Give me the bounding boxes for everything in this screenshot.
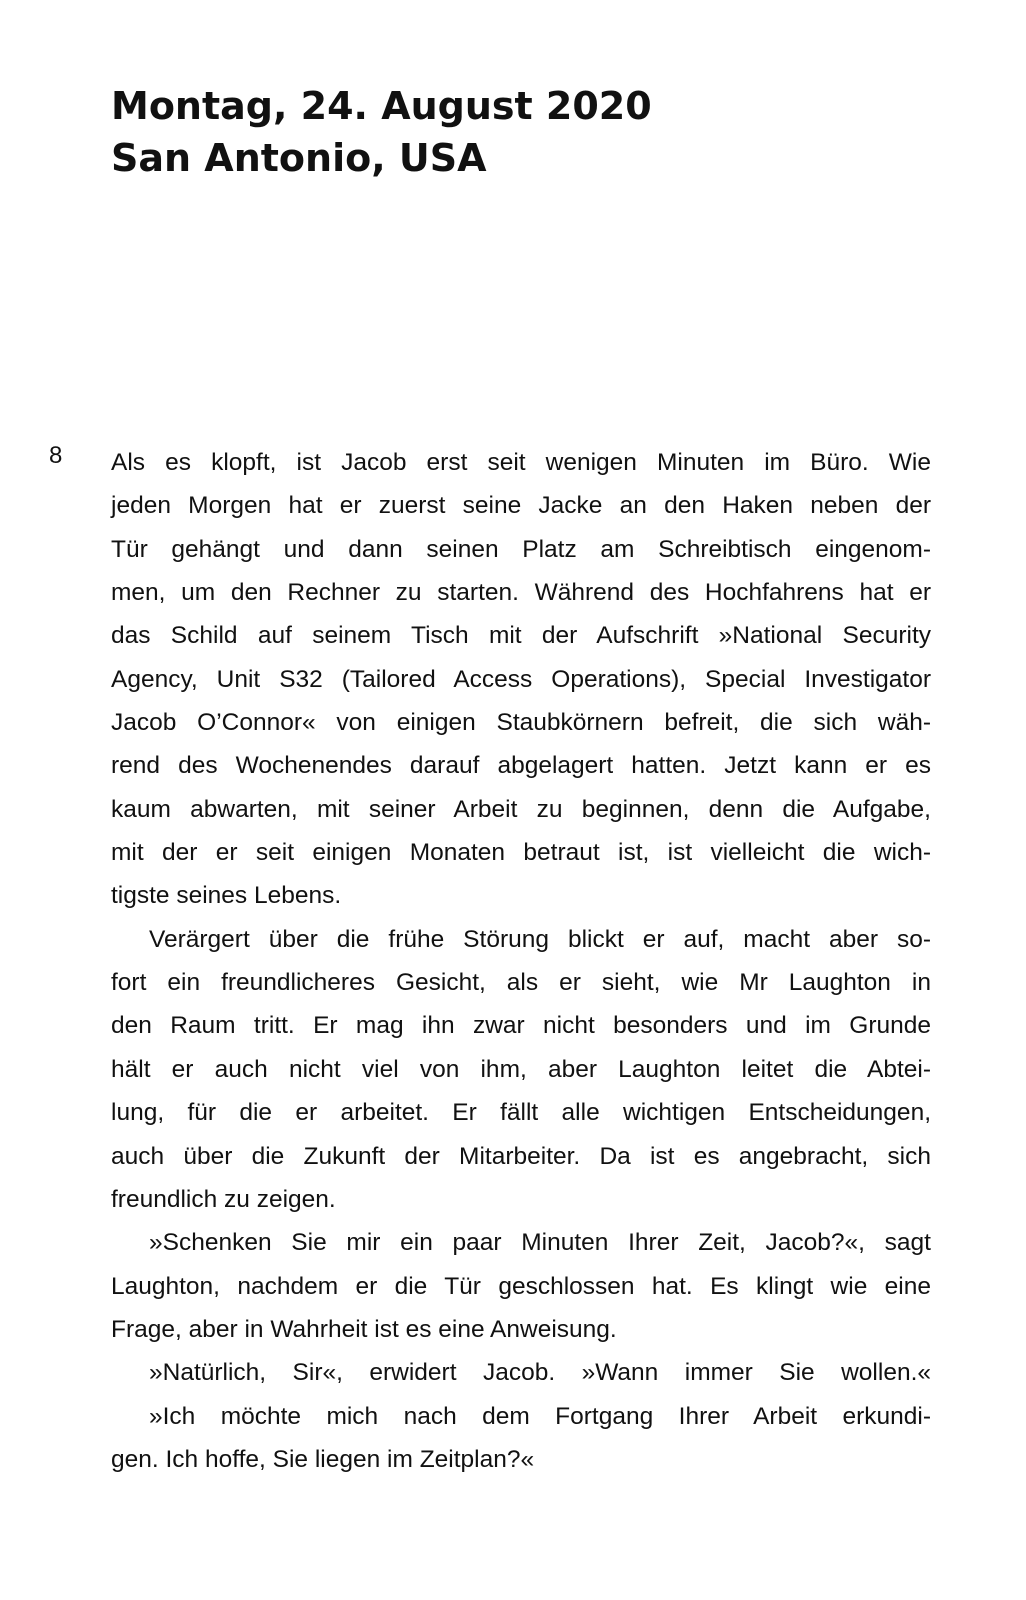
text-line: freundlich zu zeigen.	[111, 1185, 336, 1213]
text-line: Tür gehängt und dann seinen Platz am Schreibtisch eingenom-	[111, 535, 931, 563]
text-line: Als es klopft, ist Jacob erst seit wenigen Minuten im Büro. Wie	[111, 449, 931, 476]
text-line: auch über die Zukunft der Mitarbeiter. Da ist es angebracht, sich	[111, 1142, 931, 1170]
text-line: Agency, Unit S32 (Tailored Access Operations), Special Investigator	[111, 665, 931, 693]
text-line: men, um den Rechner zu starten. Während des Hochfahrens hat er	[111, 579, 931, 607]
text-line: Verärgert über die frühe Störung blickt er auf, macht aber so-	[149, 925, 931, 953]
text-line: »Ich möchte mich nach dem Fortgang Ihrer Arbeit erkundi-	[149, 1402, 931, 1430]
body-text	[111, 441, 931, 1481]
text-line: rend des Wochenendes darauf abgelagert hatten. Jetzt kann er es	[111, 752, 931, 780]
page-number: 8	[49, 442, 63, 469]
text-line: Jacob O’Connor« von einigen Staubkörnern befreit, die sich wäh-	[111, 709, 931, 737]
text-line: kaum abwarten, mit seiner Arbeit zu beginnen, denn die Aufgabe,	[111, 795, 931, 823]
text-line: jeden Morgen hat er zuerst seine Jacke an den Haken neben der	[111, 492, 931, 520]
text-line: tigste seines Lebens.	[111, 882, 342, 910]
text-line: das Schild auf seinem Tisch mit der Aufschrift »National Security	[111, 622, 931, 650]
text-line: Laughton, nachdem er die Tür geschlossen hat. Es klingt wie eine	[111, 1272, 931, 1300]
chapter-location: San Antonio, USA	[111, 136, 487, 180]
text-line: mit der er seit einigen Monaten betraut ist, ist vielleicht die wich-	[111, 839, 931, 867]
text-line: »Schenken Sie mir ein paar Minuten Ihrer Zeit, Jacob?«, sagt	[149, 1229, 931, 1257]
text-line: hält er auch nicht viel von ihm, aber Laughton leitet die Abtei-	[111, 1055, 931, 1083]
text-line: gen. Ich hoffe, Sie liegen im Zeitplan?«	[111, 1445, 535, 1473]
text-line: »Natürlich, Sir«, erwidert Jacob. »Wann immer Sie wollen.«	[149, 1359, 931, 1387]
chapter-date: Montag, 24. August 2020	[111, 84, 652, 128]
text-line: lung, für die er arbeitet. Er fällt alle wichtigen Entscheidungen,	[111, 1099, 931, 1127]
text-line: fort ein freundlicheres Gesicht, als er sieht, wie Mr Laughton in	[111, 969, 931, 997]
chapter-heading	[111, 80, 931, 184]
text-line: Frage, aber in Wahrheit ist es eine Anweisung.	[111, 1315, 617, 1343]
text-line: den Raum tritt. Er mag ihn zwar nicht besonders und im Grunde	[111, 1012, 931, 1040]
